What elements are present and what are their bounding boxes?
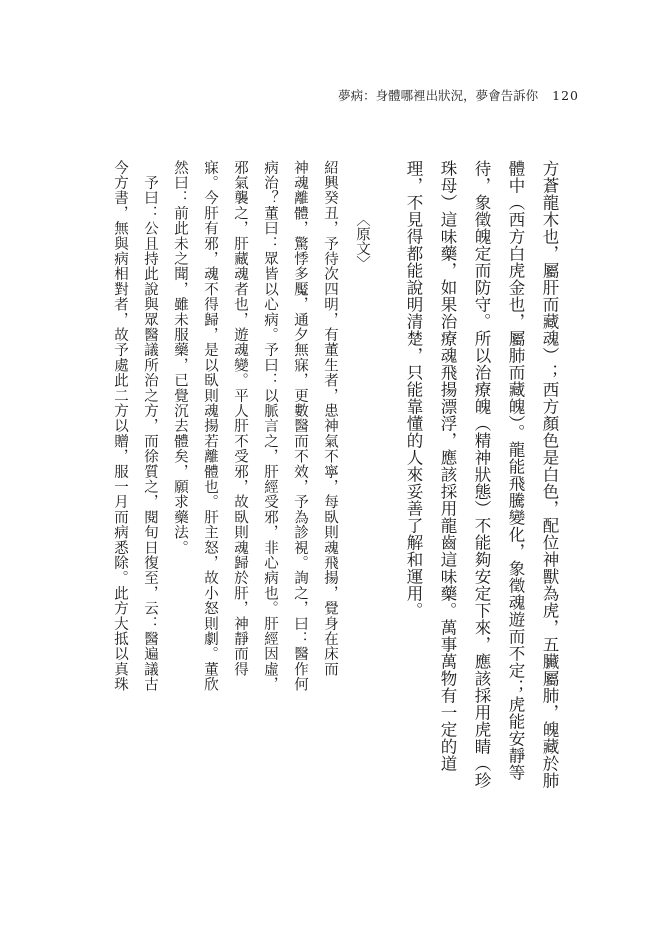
original-text-title: 〈原文〉 xyxy=(354,212,370,270)
body-line: 珠母）這味藥，如果治療魂飛揚漂浮，應該採用龍齒這味藥。萬事萬物有一定的道 xyxy=(438,160,457,772)
body-line: 理，不見得都能說明清楚，只能靠懂的人來妥善了解和運用。 xyxy=(404,160,423,619)
original-line: 然曰：前此未之聞，雖未服藥，已覺沉去體矣，願求藥法。 xyxy=(172,160,188,556)
original-line: 紹興癸丑，予待次四明，有董生者，患神氣不寧，每臥則魂飛揚，覺身在床而 xyxy=(322,160,338,677)
header-title: 夢病：身體哪裡出狀況，夢會告訴你 xyxy=(338,88,539,103)
page-number: 120 xyxy=(552,88,579,103)
body-line: 體中（西方白虎金也，屬肺而藏魄）。龍能飛騰變化，象徵魂遊而不定；虎能安靜等 xyxy=(506,160,525,781)
original-line: 予曰：公且持此說與眾醫議所治之方，而徐質之，閱旬日復至，云：醫遍議古 xyxy=(142,160,158,692)
original-line: 寐。今肝有邪，魂不得歸，是以臥則魂揚若離體也。肝主怒，故小怒則劇。董欣 xyxy=(202,160,218,692)
original-line: 病治？董曰：眾皆以心病。予曰：以脈言之，肝經受邪，非心病也。肝經因虛， xyxy=(262,160,278,692)
body-line: 待，象徵魄定而防守。所以治療魄（精神狀態）不能夠安定下來，應該採用虎睛（珍 xyxy=(472,160,491,789)
original-line: 神魂離體，驚悸多魘，通夕無寐，更數醫而不效，予為診視。詢之，曰：醫作何 xyxy=(292,160,308,692)
original-line: 今方書，無與病相對者，故予處此二方以贈，服一月而病悉除。此方大抵以真珠 xyxy=(112,160,128,692)
original-line: 邪氣襲之，肝藏魂者也，遊魂變。平人肝不受邪，故臥則魂歸於肝，神靜而得 xyxy=(232,160,248,677)
running-header xyxy=(338,86,579,104)
body-line: 方蒼龍木也，屬肝而藏魂）；西方顏色是白色，配位神獸為虎，五臟屬肺，魄藏於肺 xyxy=(540,160,559,789)
